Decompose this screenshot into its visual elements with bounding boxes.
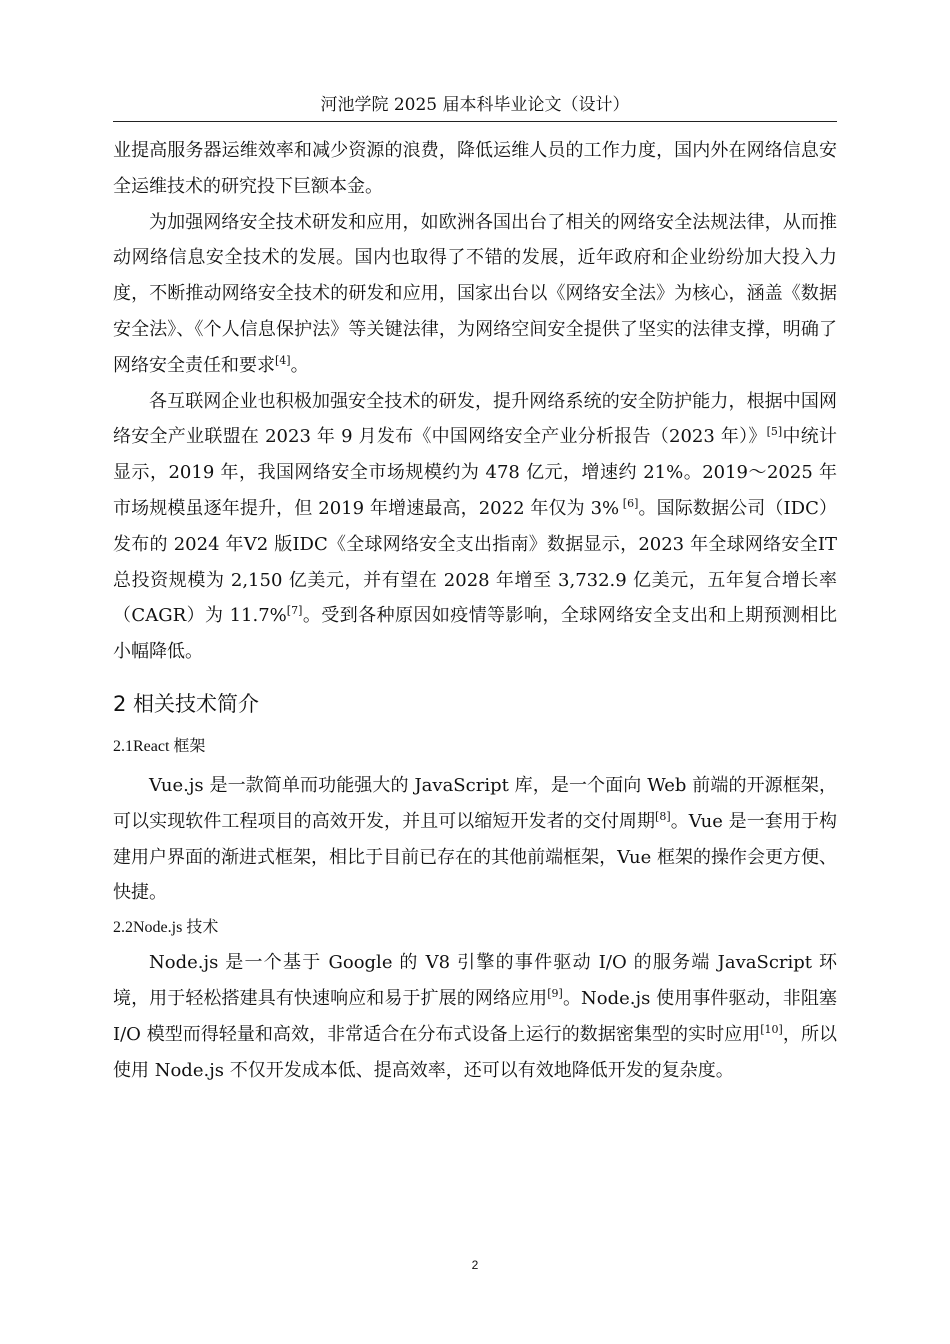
page-number: 2 — [471, 1258, 479, 1272]
paragraph-text: 。受到各种原因如疫情等影响，全球网络安全支出和上期预测相比小幅降低。 — [113, 605, 838, 663]
paragraph-market — [113, 384, 837, 670]
page-body — [113, 133, 837, 1088]
paragraph-text: 。国际数据公司（IDC）发布的 2024 年V2 版IDC《全球网络安全支出指南》数据显示，2023 年全球网络安全IT 总投资规模为 2,150 亿美元，并有望在 2028 年增至 3,732.9 亿美元，五年复合增长率（CAGR）为 11.7% — [113, 497, 837, 627]
paragraph-continued — [113, 133, 837, 205]
citation: [7] — [286, 604, 303, 618]
citation: [10] — [760, 1022, 783, 1036]
paragraph-text: 。Node.js 使用事件驱动，非阻塞 I/O 模型而得轻量和高效，非常适合在分布式设备上运行的数据密集型的实时应用 — [113, 987, 837, 1045]
paragraph-text: 中统计显示，2019 年，我国网络安全市场规模约为 478 亿元，增速约 21%。2019～2025 年市场规模虽逐年提升，但 2019 年增速最高，2022 年仅为 3% — [113, 426, 837, 519]
citation: [5] — [766, 425, 783, 439]
paragraph-text: 。 — [290, 354, 309, 376]
subsection-heading-react: 2.1React 框架 — [113, 737, 206, 755]
paragraph-text: Vue.js 是一款简单而功能强大的 JavaScript 库，是一个面向 Web 前端的开源框架，可以实现软件工程项目的高效开发，并且可以缩短开发者的交付周期 — [113, 774, 837, 832]
subsection-heading-nodejs: 2.2Node.js 技术 — [113, 919, 219, 937]
paragraph-text: 。Vue 是一套用于构建用户界面的渐进式框架，相比于目前已存在的其他前端框架，Vue 框架的操作会更方便、快捷。 — [113, 810, 837, 904]
paragraph-text: 各互联网企业也积极加强安全技术的研发，提升网络系统的安全防护能力，根据中国网络安全产业联盟在 2023 年 9 月发布《中国网络安全产业分析报告（2023 年）》 — [113, 390, 837, 448]
citation: [8] — [655, 809, 671, 823]
paragraph-regulations — [113, 205, 837, 384]
citation: [4] — [275, 353, 291, 367]
paragraph-text: ，所以使用 Node.js 不仅开发成本低、提高效率，还可以有效地降低开发的复杂度。 — [113, 1023, 837, 1081]
paragraph-nodejs — [113, 945, 837, 1088]
paragraph-text: 业提高服务器运维效率和减少资源的浪费，降低运维人员的工作力度，国内外在网络信息安全运维技术的研究投下巨额本金。 — [113, 140, 837, 197]
citation: [9] — [547, 986, 563, 1000]
citation: [6] — [619, 496, 639, 510]
paragraph-text: 为加强网络安全技术研发和应用，如欧洲各国出台了相关的网络安全法规法律，从而推动网络信息安全技术的发展。国内也取得了不错的发展，近年政府和企业纷纷加大投入力度，不断推动网络安全技术的研发和应用，国家出台以《网络安全法》为核心，涵盖《数据安全法》、《个人信息保护法》等关键法律，为网络空间安全提供了坚实的法律支撑，明确了网络安全责任和要求 — [113, 211, 837, 376]
paragraph-text: Node.js 是一个基于 Google 的 V8 引擎的事件驱动 I/O 的服务端 JavaScript 环境，用于轻松搭建具有快速响应和易于扩展的网络应用 — [113, 952, 837, 1009]
paragraph-vue — [113, 768, 837, 911]
running-header: 河池学院 2025 届本科毕业论文（设计） — [320, 95, 630, 115]
section-heading: 2 相关技术简介 — [113, 691, 260, 716]
header-rule — [113, 121, 837, 122]
